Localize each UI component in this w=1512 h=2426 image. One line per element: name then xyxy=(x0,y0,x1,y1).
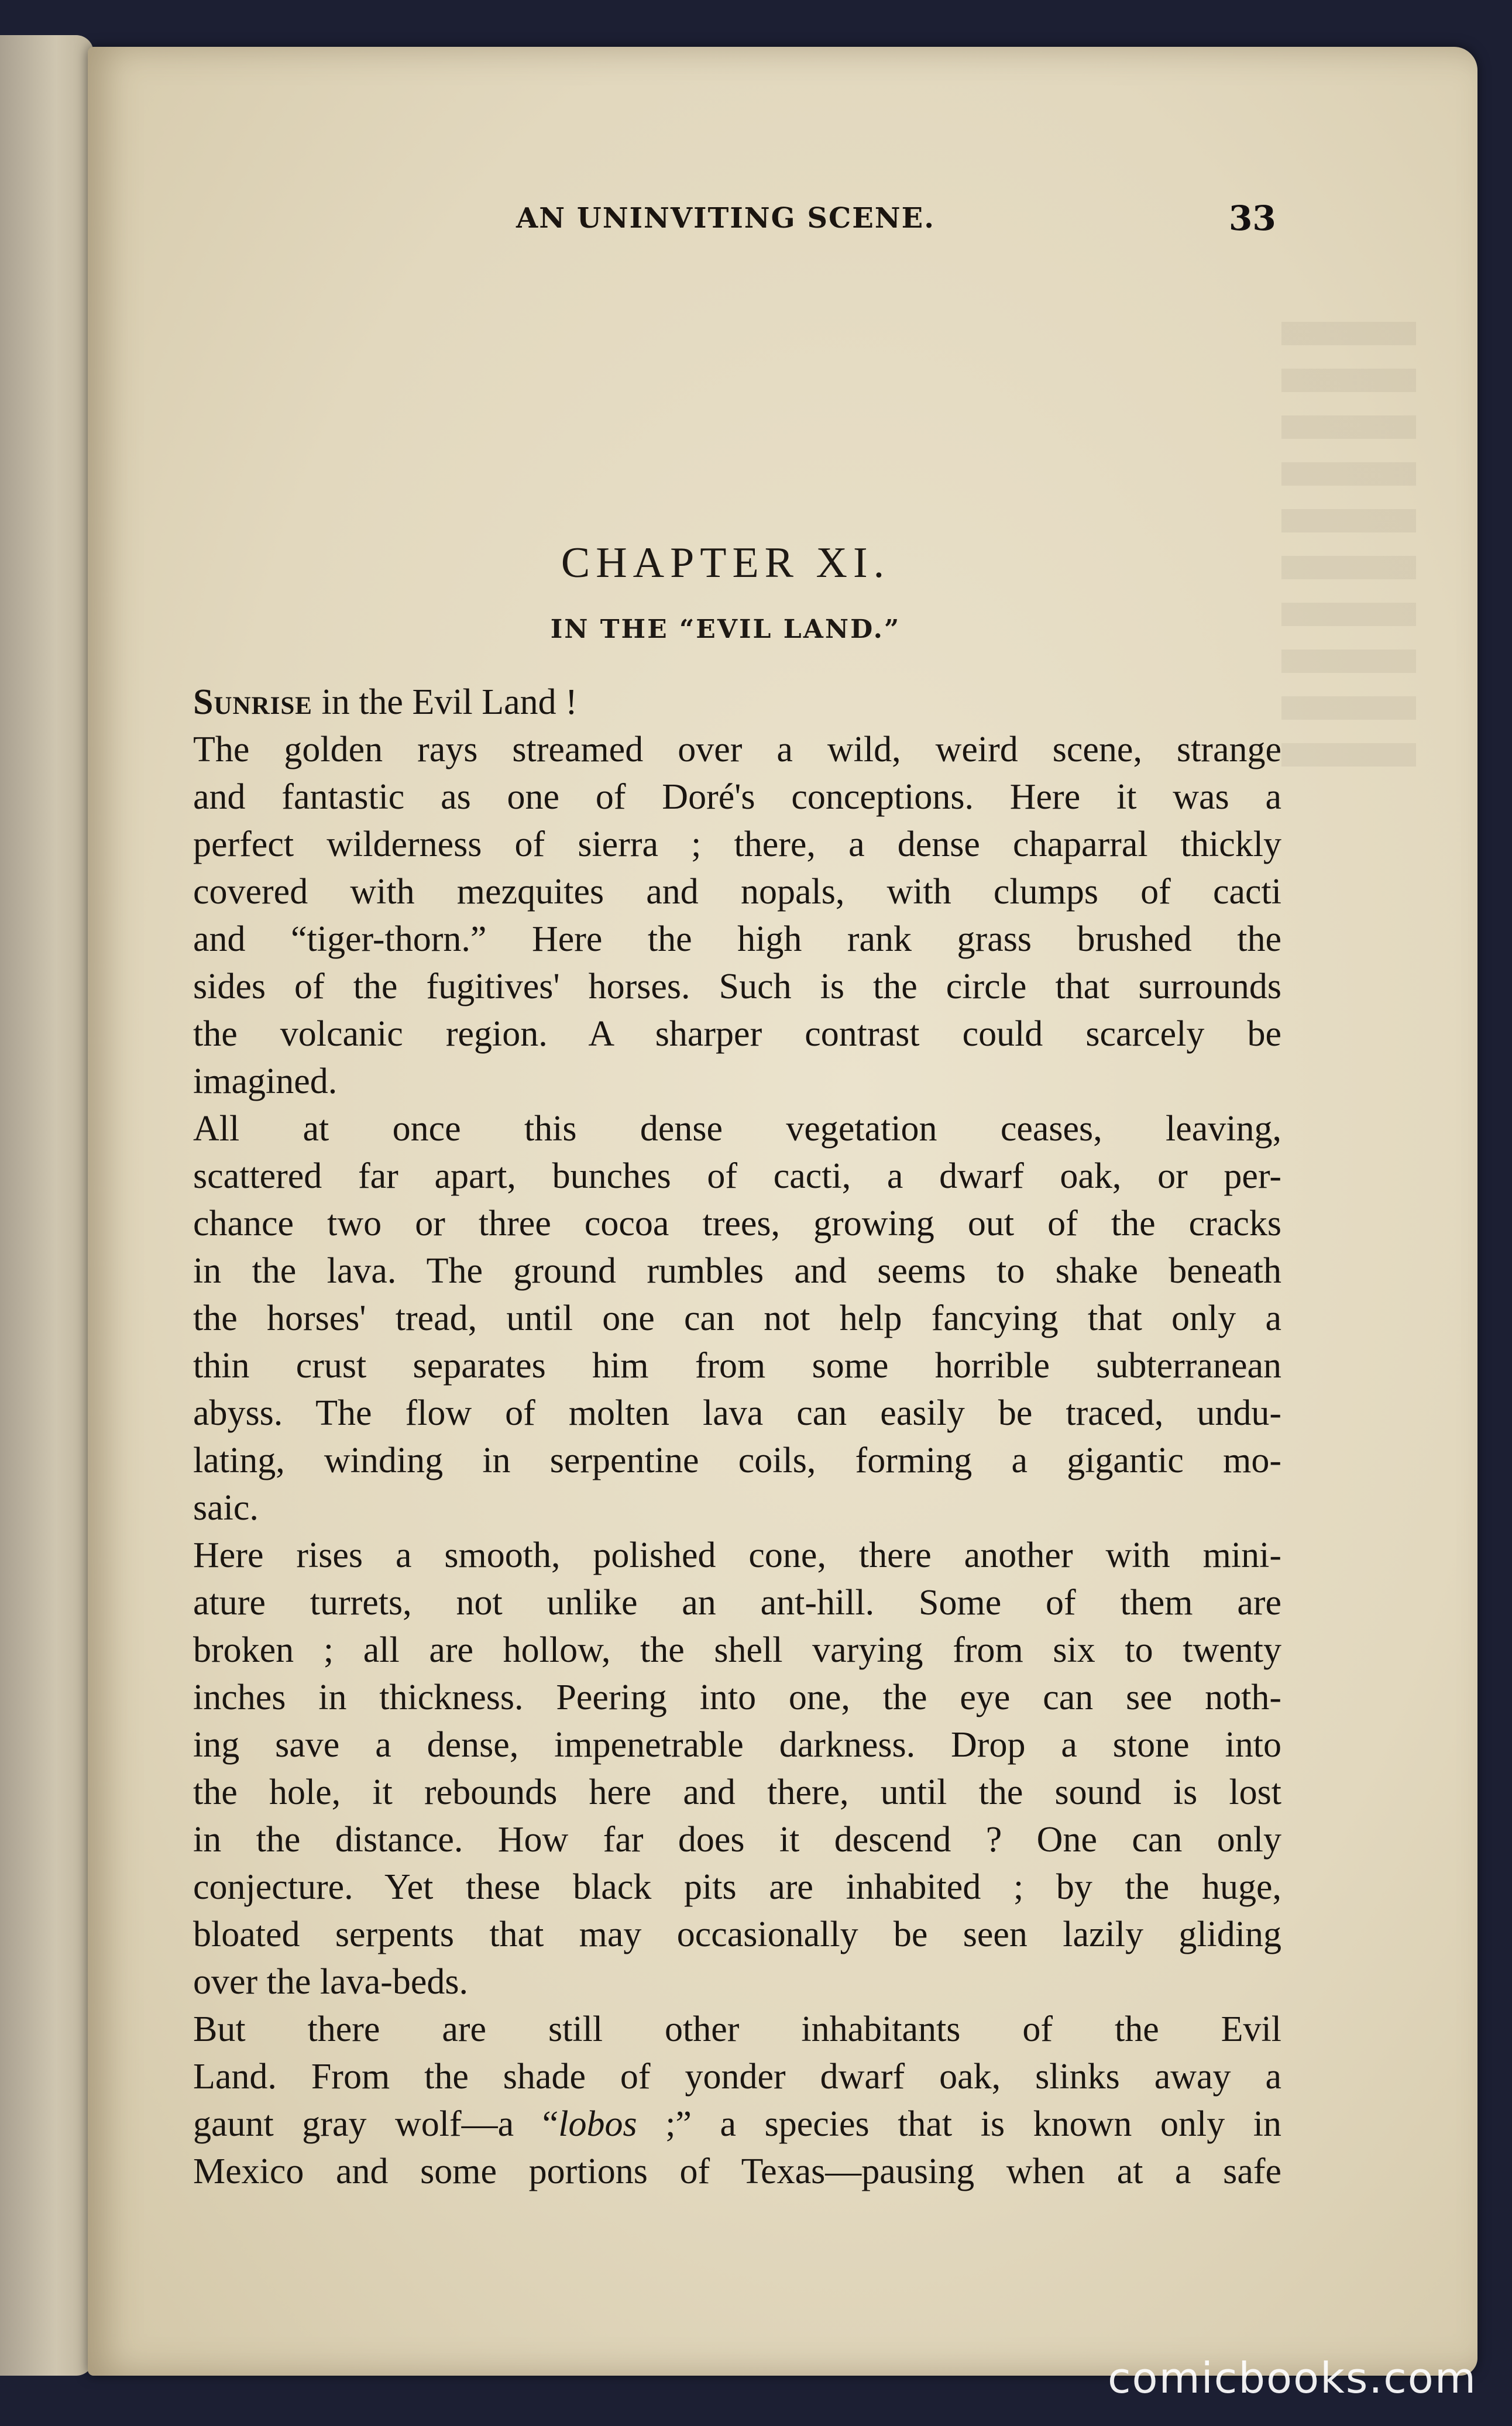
text-line: But there are still other inhabitants of the Evil xyxy=(193,2009,1281,2049)
text-fragment: in the Evil Land ! xyxy=(312,682,578,722)
chapter-title: CHAPTER XI. xyxy=(561,539,891,587)
text-line: covered with mezquites and nopals, with clumps of cacti xyxy=(193,872,1281,912)
facing-page-edge xyxy=(0,35,94,2376)
text-fragment: gaunt gray wolf—a “ xyxy=(193,2104,559,2144)
chapter-subtitle: IN THE “EVIL LAND.” xyxy=(550,614,901,644)
text-line: sides of the fugitives' horses. Such is the circle that surrounds xyxy=(193,967,1281,1006)
text-line: abyss. The flow of molten lava can easily be traced, undu- xyxy=(193,1393,1281,1433)
text-fragment: ;” a species that is known only in xyxy=(637,2104,1281,2144)
watermark: comicbooks.com xyxy=(1107,2353,1477,2403)
text-line: thin crust separates him from some horrible subterranean xyxy=(193,1346,1281,1386)
bleed-through-text xyxy=(1281,322,1416,790)
italic-word: lobos xyxy=(558,2104,637,2144)
text-line: the hole, it rebounds here and there, until the sound is lost xyxy=(193,1772,1281,1812)
text-line: bloated serpents that may occasionally be seen lazily gliding xyxy=(193,1915,1281,1954)
text-line: All at once this dense vegetation ceases, leaving, xyxy=(193,1109,1281,1149)
text-line xyxy=(193,679,1281,726)
text-line: chance two or three cocoa trees, growing out of the cracks xyxy=(193,1204,1281,1243)
text-line: in the distance. How far does it descend ? One can only xyxy=(193,1820,1281,1860)
text-line: the horses' tread, until one can not help fancying that only a xyxy=(193,1298,1281,1338)
text-line: Mexico and some portions of Texas—pausing when at a safe xyxy=(193,2152,1281,2191)
text-line: and fantastic as one of Doré's conceptions. Here it was a xyxy=(193,777,1281,817)
text-line: ature turrets, not unlike an ant-hill. Some of them are xyxy=(193,1583,1281,1623)
text-line: in the lava. The ground rumbles and seems to shake beneath xyxy=(193,1251,1281,1291)
text-line: inches in thickness. Peering into one, the eye can see noth- xyxy=(193,1678,1281,1717)
running-head xyxy=(0,198,1512,249)
text-line: conjecture. Yet these black pits are inhabited ; by the huge, xyxy=(193,1867,1281,1907)
text-line: and “tiger-thorn.” Here the high rank grass brushed the xyxy=(193,919,1281,959)
text-line xyxy=(193,2101,1281,2148)
text-line: lating, winding in serpentine coils, forming a gigantic mo- xyxy=(193,1441,1281,1480)
running-title: AN UNINVITING SCENE. xyxy=(516,202,935,235)
drop-word: Sunrise xyxy=(193,682,312,722)
text-line: Land. From the shade of yonder dwarf oak, slinks away a xyxy=(193,2057,1281,2097)
text-line: scattered far apart, bunches of cacti, a dwarf oak, or per- xyxy=(193,1156,1281,1196)
text-line: imagined. xyxy=(193,1061,338,1101)
text-line: the volcanic region. A sharper contrast could scarcely be xyxy=(193,1014,1281,1054)
text-line: Here rises a smooth, polished cone, there another with mini- xyxy=(193,1535,1281,1575)
text-line: saic. xyxy=(193,1488,259,1528)
text-line: ing save a dense, impenetrable darkness. Drop a stone into xyxy=(193,1725,1281,1765)
text-line: over the lava-beds. xyxy=(193,1962,468,2002)
text-line: perfect wilderness of sierra ; there, a dense chaparral thickly xyxy=(193,824,1281,864)
body-text xyxy=(193,679,1281,2195)
text-line: The golden rays streamed over a wild, weird scene, strange xyxy=(193,730,1281,769)
page-number: 33 xyxy=(1229,198,1276,238)
text-line: broken ; all are hollow, the shell varying from six to twenty xyxy=(193,1630,1281,1670)
